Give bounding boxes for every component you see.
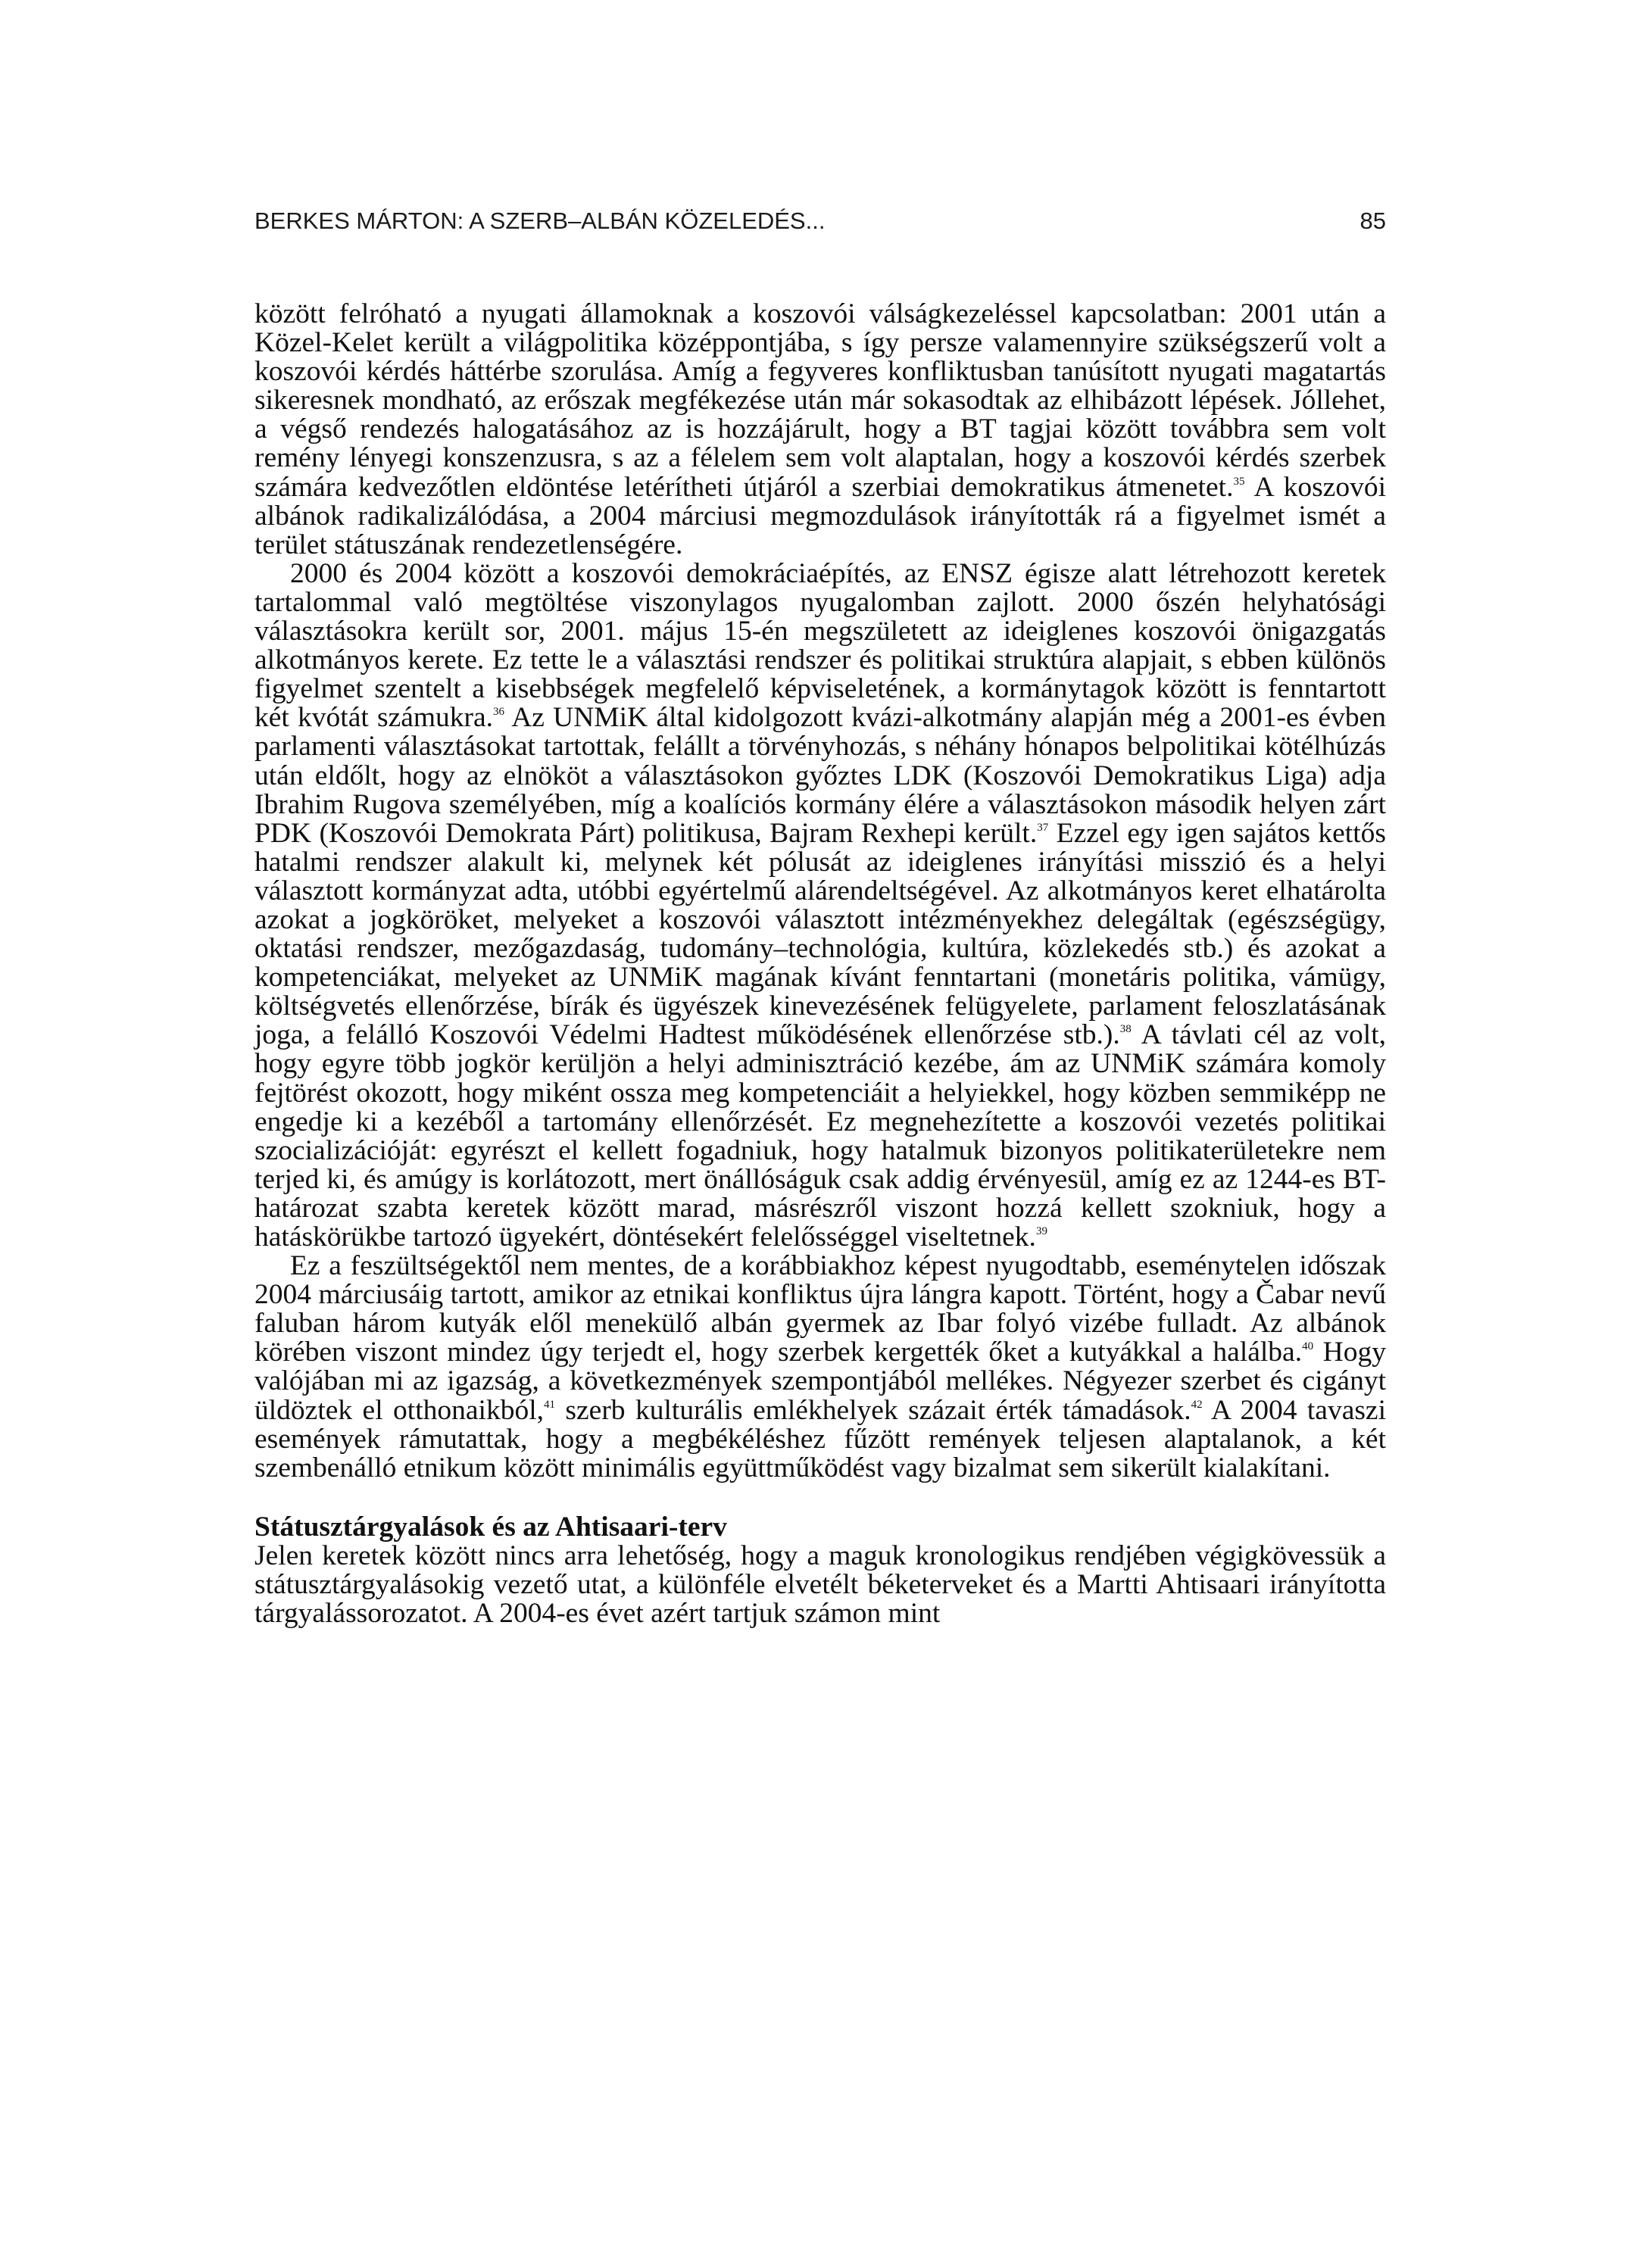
footnote-reference: 42 <box>1191 1398 1203 1411</box>
text-segment: A koszovói albánok radikalizálódása, a 2004 márciusi megmozdulások irányították rá a figyelmet ismét a terület státuszának rendezetlenségére. <box>254 471 1386 560</box>
body-text <box>254 300 1386 1628</box>
text-segment: Hogy valójában mi az igazság, a következmények szempontjából mellékes. Négyezer szerbet és cigányt üldöztek el otthonaikból, <box>254 1337 1386 1426</box>
footnote-reference: 38 <box>1119 1023 1132 1036</box>
text-segment: Ezzel egy igen sajátos kettős hatalmi rendszer alakult ki, melynek két pólusát az ideiglenes irányítási misszió és a helyi választott kormányzat adta, utóbbi egyértelmű alárendeltségével. Az alkotmányos keret elhatárolta azokat a jogköröket, melyeket a koszovói választott intézményekhez delegáltak (egészségügy, oktatási rendszer, mezőgazdaság, tudomány–technológia, kultúra, közlekedés stb.) és azokat a kompetenciákat, melyeket az UNMiK magának kívánt fenntartani (monetáris politika, vámügy, költségvetés ellenőrzése, bírák és ügyészek kinevezésének felügyelete, parlament feloszlatásának joga, a felálló Koszovói Védelmi Hadtest működésének ellenőrzése stb.). <box>254 817 1386 1051</box>
paragraph <box>254 557 1386 1253</box>
footnote-reference: 36 <box>493 706 505 719</box>
text-segment: Ez a feszültségektől nem mentes, de a korábbiakhoz képest nyugodtabb, eseménytelen időszak 2004 márciusáig tartott, amikor az etnikai konfliktus újra lángra kapott. Történt, hogy a Čabar nevű faluban három kutyák elől menekülő albán gyermek az Ibar folyó vizébe fulladt. Az albánok körében viszont mindez úgy terjedt el, hogy szerbek kergették őket a kutyákkal a halálba. <box>254 1250 1386 1368</box>
section-heading: Státusztárgyalások és az Ahtisaari-terv <box>254 1511 727 1543</box>
text-segment: között felróható a nyugati államoknak a koszovói válságkezeléssel kapcsolatban: 2001 után a Közel-Kelet került a világpolitika középpontjába, s így persze valamennyire szükségszerű volt a koszovói kérdés háttérbe szorulása. Amíg a fegyveres konfliktusban tanúsított nyugati magatartás sikeresnek mondható, az erőszak megfékezése után már sokasodtak az elhibázott lépések. Jóllehet, a végső rendezés halogatásához az is hozzájárult, hogy a BT tagjai között továbbra sem volt remény lényegi konszenzusra, s az a félelem sem volt alaptalan, hogy a koszovói kérdés szerbek számára kedvezőtlen eldöntése letérítheti útjáról a szerbiai demokratikus átmenetet. <box>254 298 1386 503</box>
text-segment: A távlati cél az volt, hogy egyre több jogkör kerüljön a helyi adminisztráció kezébe, ám az UNMiK számára komoly fejtörést okozott, hogy miként ossza meg kompetenciáit a helyiekkel, hogy közben semmiképp ne engedje ki a kezéből a tartomány ellenőrzését. Ez megnehezítette a koszovói vezetés politikai szocializációját: egyrészt el kellett fogadniuk, hogy hatalmuk bizonyos politikaterületekre nem terjed ki, és amúgy is korlátozott, mert önállóságuk csak addig érvényesül, amíg ez az 1244-es BT-határozat szabta keretek között marad, másrészről viszont hozzá kellett szokniuk, hogy a hatáskörükbe tartozó ügyekért, döntésekért felelősséggel viseltetnek. <box>254 1019 1386 1253</box>
footnote-reference: 39 <box>1035 1225 1047 1237</box>
page-number: 85 <box>1359 207 1386 234</box>
footnote-reference: 40 <box>1302 1340 1314 1353</box>
running-header <box>254 206 1386 236</box>
text-segment: Az UNMiK által kidolgozott kvázi-alkotmány alapján még a 2001-es évben parlamenti választásokat tartottak, felállt a törvényhozás, s néhány hónapos belpolitikai kötélhúzás után eldőlt, hogy az elnököt a választásokon győztes LDK (Koszovói Demokratikus Liga) adja Ibrahim Rugova személyében, míg a koalíciós kormány élére a választásokon második helyen zárt PDK (Koszovói Demokrata Párt) politikusa, Bajram Rexhepi került. <box>254 702 1386 849</box>
paragraph <box>254 1252 1386 1483</box>
footnote-reference: 41 <box>544 1398 555 1411</box>
paragraphs <box>254 300 1386 1483</box>
section-paragraph: Jelen keretek között nincs arra lehetőség, hogy a maguk kronologikus rendjében végigkövessük a státusztárgyalásokig vezető utat, a különféle elvetélt béketerveket és a Martti Ahtisaari irányította tárgyalássorozatot. A 2004-es évet azért tartjuk számon mint <box>254 1540 1386 1630</box>
footnote-reference: 37 <box>1037 821 1049 834</box>
text-segment: szerb kulturális emlékhelyek százait érték támadások. <box>555 1394 1191 1426</box>
text-segment: A 2004 tavaszi események rámutattak, hogy a megbékéléshez fűzött remények teljesen alaptalanok, a két szembenálló etnikum között minimális együttműködést vagy bizalmat sem sikerült kialakítani. <box>254 1394 1386 1483</box>
footnote-reference: 35 <box>1233 475 1245 488</box>
text-segment: 2000 és 2004 között a koszovói demokráciaépítés, az ENSZ égisze alatt létrehozott keretek tartalommal való megtöltése viszonylagos nyugalomban zajlott. 2000 őszén helyhatósági választásokra került sor, 2001. május 15-én megszületett az ideiglenes koszovói önigazgatás alkotmányos kerete. Ez tette le a választási rendszer és politikai struktúra alapjait, s ebben különös figyelmet szentelt a kisebbségek megfelelő képviseletének, a kormánytagok között is fenntartott két kvótát számukra. <box>254 557 1386 734</box>
paragraph <box>254 300 1386 560</box>
running-title: BERKES MÁRTON: A SZERB–ALBÁN KÖZELEDÉS... <box>254 207 826 234</box>
